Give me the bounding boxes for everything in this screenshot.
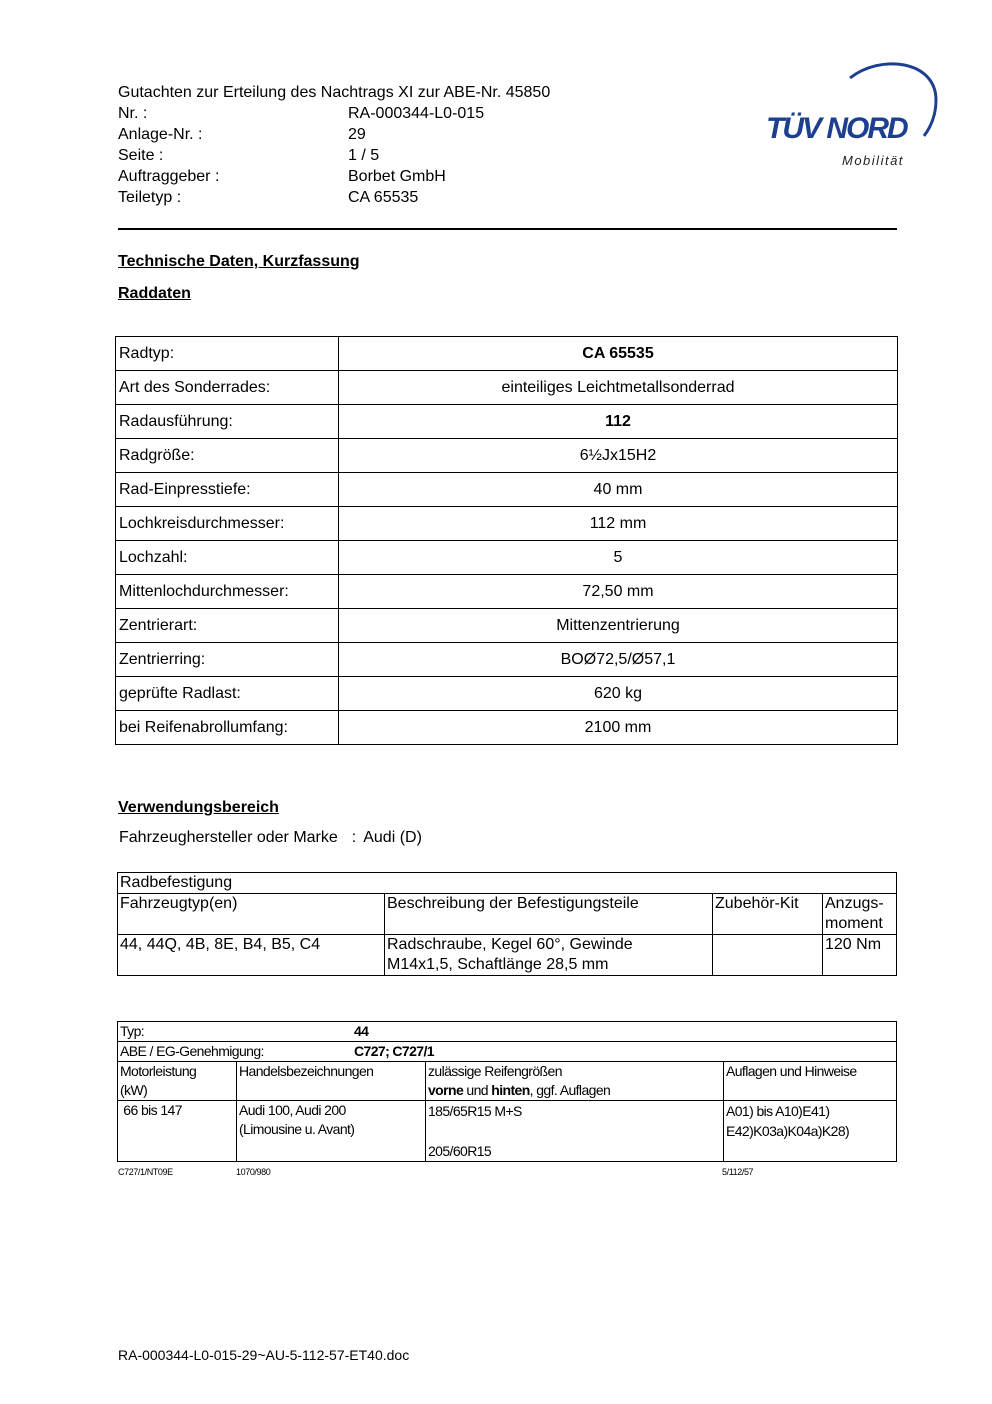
table-row [116,609,898,643]
raddaten-value: 112 [339,405,898,439]
table-row [118,935,897,976]
header-row-seite [118,145,550,166]
header-row-anlage [118,124,550,145]
raddaten-value: 620 kg [339,677,898,711]
column-header: Auflagen und Hinweise [724,1062,897,1101]
logo-subtitle: Mobilität [842,153,904,168]
header-label: Auftraggeber : [118,168,220,185]
raddaten-value: 2100 mm [339,711,898,745]
reifen-header-end: , ggf. Auflagen [529,1082,611,1098]
column-header: Beschreibung der Befestigungsteile [385,894,713,935]
typ-row [118,1022,897,1042]
code-middle: 1070/980 [236,1167,271,1177]
raddaten-value: 40 mm [339,473,898,507]
reifen-header-und: und [463,1082,492,1098]
raddaten-value: BOØ72,5/Ø57,1 [339,643,898,677]
table-row [116,711,898,745]
table-row [118,1101,897,1162]
header-row-auftraggeber [118,166,550,187]
table-row [118,873,897,894]
header-label: Nr. : [118,105,148,122]
reifen-header-vorne: vorne [428,1082,464,1098]
header-row-teiletyp [118,187,550,208]
raddaten-value: 6½Jx15H2 [339,439,898,473]
reifen-header-hinten: hinten [491,1082,530,1098]
table-row [118,1042,897,1062]
column-header-reifen [426,1062,724,1101]
table-row [116,677,898,711]
header-value: RA-000344-L0-015 [348,105,485,122]
radbefestigung-table [117,872,897,976]
raddaten-label: Lochkreisdurchmesser: [116,507,339,541]
raddaten-label: bei Reifenabrollumfang: [116,711,339,745]
raddaten-value: CA 65535 [339,337,898,371]
abe-row [118,1042,897,1062]
raddaten-label: Lochzahl: [116,541,339,575]
table-row [116,337,898,371]
code-left: C727/1/NT09E [118,1167,173,1177]
raddaten-label: Rad-Einpresstiefe: [116,473,339,507]
table-cell: 44, 44Q, 4B, 8E, B4, B5, C4 [118,935,385,976]
column-header: Motorleistung (kW) [118,1062,237,1101]
table-cell: 66 bis 147 [118,1101,237,1162]
table-header-row [118,894,897,935]
header-value: CA 65535 [348,189,419,206]
column-header: Anzugs- moment [823,894,897,935]
raddaten-table [115,336,898,745]
document-header [118,82,550,208]
table-cell: A01) bis A10)E41) E42)K03a)K04a)K28) [724,1101,897,1162]
hersteller-label: Fahrzeughersteller oder Marke [119,829,338,846]
table-cell: Radschraube, Kegel 60°, Gewinde M14x1,5, Schaftlänge 28,5 mm [385,935,713,976]
header-divider [118,228,897,230]
raddaten-value: Mittenzentrierung [339,609,898,643]
table-cell [713,935,823,976]
raddaten-value: 112 mm [339,507,898,541]
raddaten-label: Zentrierring: [116,643,339,677]
logo-brand: TÜV NORD [766,112,907,145]
table-row [116,507,898,541]
typ-value: 44 [354,1023,369,1039]
hersteller-value: Audi (D) [363,829,422,846]
raddaten-label: Zentrierart: [116,609,339,643]
table-row [116,643,898,677]
table-cell: 120 Nm [823,935,897,976]
reifen-header-line1: zulässige Reifengrößen [428,1063,562,1079]
abe-label: ABE / EG-Genehmigung: [120,1043,264,1059]
section-title-raddaten: Raddaten [118,285,191,302]
raddaten-label: Mittenlochdurchmesser: [116,575,339,609]
raddaten-label: Radausführung: [116,405,339,439]
raddaten-label: Art des Sonderrades: [116,371,339,405]
section-title-tech: Technische Daten, Kurzfassung [118,253,360,270]
header-label: Teiletyp : [118,189,182,206]
column-header: Zubehör-Kit [713,894,823,935]
hersteller-separator: : [351,829,357,846]
raddaten-label: Radtyp: [116,337,339,371]
footer-filename: RA-000344-L0-015-29~AU-5-112-57-ET40.doc [118,1347,410,1363]
header-value: Borbet GmbH [348,168,446,185]
column-header: Handelsbezeichnungen [237,1062,426,1101]
table-row [118,1022,897,1042]
reifen-header-line2 [428,1081,721,1100]
table-row [116,405,898,439]
header-value: 1 / 5 [348,147,380,164]
document-title: Gutachten zur Erteilung des Nachtrags XI zur ABE-Nr. 45850 [118,84,551,101]
raddaten-value: 5 [339,541,898,575]
table-row [116,439,898,473]
raddaten-label: geprüfte Radlast: [116,677,339,711]
table-row [116,371,898,405]
raddaten-label: Radgröße: [116,439,339,473]
header-value: 29 [348,126,366,143]
raddaten-value: einteiliges Leichtmetallsonderrad [339,371,898,405]
table-cell: 185/65R15 M+S 205/60R15 [426,1101,724,1162]
radbefestigung-title: Radbefestigung [118,873,897,894]
table-row [116,541,898,575]
header-row-nr [118,103,550,124]
hersteller-line [119,829,422,847]
abe-value: C727; C727/1 [354,1043,434,1059]
table-row [116,473,898,507]
column-header: Fahrzeugtyp(en) [118,894,385,935]
table-header-row [118,1062,897,1101]
table-row [116,575,898,609]
typ-table [117,1021,897,1162]
table-cell: Audi 100, Audi 200 (Limousine u. Avant) [237,1101,426,1162]
raddaten-value: 72,50 mm [339,575,898,609]
typ-label: Typ: [120,1023,145,1039]
section-title-verwendung: Verwendungsbereich [118,799,279,816]
header-label: Anlage-Nr. : [118,126,203,143]
header-label: Seite : [118,147,164,164]
code-right: 5/112/57 [722,1167,754,1177]
